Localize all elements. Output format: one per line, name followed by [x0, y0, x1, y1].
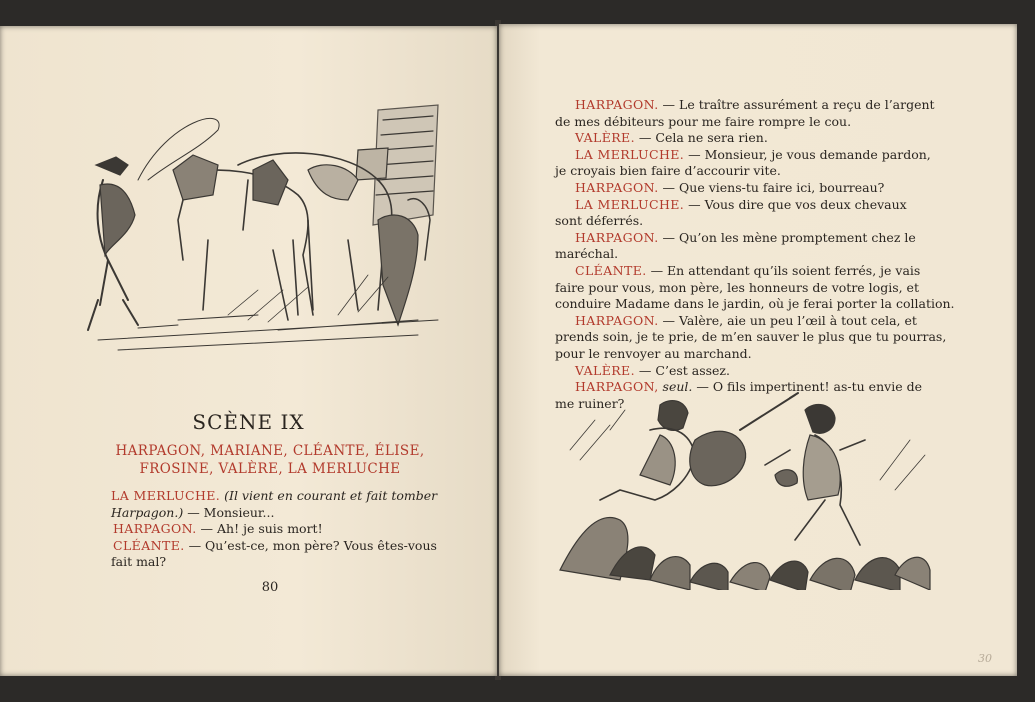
dialogue-line: HARPAGON. — Le traître assurément a reçu de l’argent — [575, 97, 935, 112]
dialogue-line: HARPAGON. — Qu’on les mène promptement chez le — [575, 229, 916, 245]
dialogue-line: HARPAGON, seul. — O fils impertinent! as-tu envie de — [575, 379, 922, 395]
right-dialogue — [555, 97, 955, 412]
dialogue-line: Harpagon.) — Monsieur... — [111, 504, 275, 520]
speaker-name: HARPAGON. — [113, 521, 197, 537]
dialogue-line: fait mal? — [111, 554, 167, 570]
dialogue-line: LA MERLUCHE. — Vous dire que vos deux chevaux — [575, 196, 907, 212]
cast-line-1: HARPAGON, MARIANE, CLÉANTE, ÉLISE, — [115, 443, 425, 459]
dialogue-line: sont déferrés. — [555, 213, 644, 229]
dialogue-line: LA MERLUCHE. — Monsieur, je vous demande pardon, — [575, 146, 931, 162]
dialogue-line: je croyais bien faire d’accourir vite. — [555, 163, 781, 179]
dialogue-line: CLÉANTE. — Qu’est-ce, mon père? Vous êtes-vous — [113, 537, 437, 553]
dialogue-line: VALÈRE. — C’est assez. — [575, 362, 730, 378]
dialogue-line: me ruiner? — [555, 395, 625, 411]
page-number: 80 — [261, 580, 279, 595]
cast-line-2: FROSINE, VALÈRE, LA MERLUCHE — [139, 461, 401, 477]
speaker-name: LA MERLUCHE. — [111, 488, 221, 503]
pencil-annotation: 30 — [978, 652, 992, 665]
cast-list — [100, 442, 440, 478]
dialogue-line: LA MERLUCHE. (Il vient en courant et fait tomber — [111, 488, 438, 503]
dialogue-line: HARPAGON. — Que viens-tu faire ici, bourreau? — [575, 179, 885, 195]
left-dialogue — [111, 488, 451, 571]
dialogue-line: VALÈRE. — Cela ne sera rien. — [575, 130, 768, 146]
dialogue-line: prends soin, je te prie, de m’en sauver le plus que tu pourras, — [555, 329, 947, 345]
dancers-illustration — [550, 390, 940, 590]
dialogue-line: HARPAGON. — Ah! je suis mort! — [113, 521, 323, 537]
dialogue-line: conduire Madame dans le jardin, où je ferai porter la collation. — [555, 296, 955, 312]
horses-illustration — [78, 100, 448, 362]
dialogue-line: pour le renvoyer au marchand. — [555, 345, 752, 361]
dialogue-line: maréchal. — [555, 246, 619, 262]
dialogue-line: CLÉANTE. — En attendant qu’ils soient ferrés, je vais — [575, 262, 921, 278]
dialogue-line: faire pour vous, mon père, les honneurs de votre logis, et — [555, 279, 919, 295]
speaker-name: CLÉANTE. — [113, 537, 185, 553]
dialogue-line: HARPAGON. — Valère, aie un peu l’œil à tout cela, et — [575, 312, 917, 328]
scene-title: SCÈNE IX — [192, 410, 305, 434]
dialogue-line: de mes débiteurs pour me faire rompre le cou. — [555, 113, 852, 129]
